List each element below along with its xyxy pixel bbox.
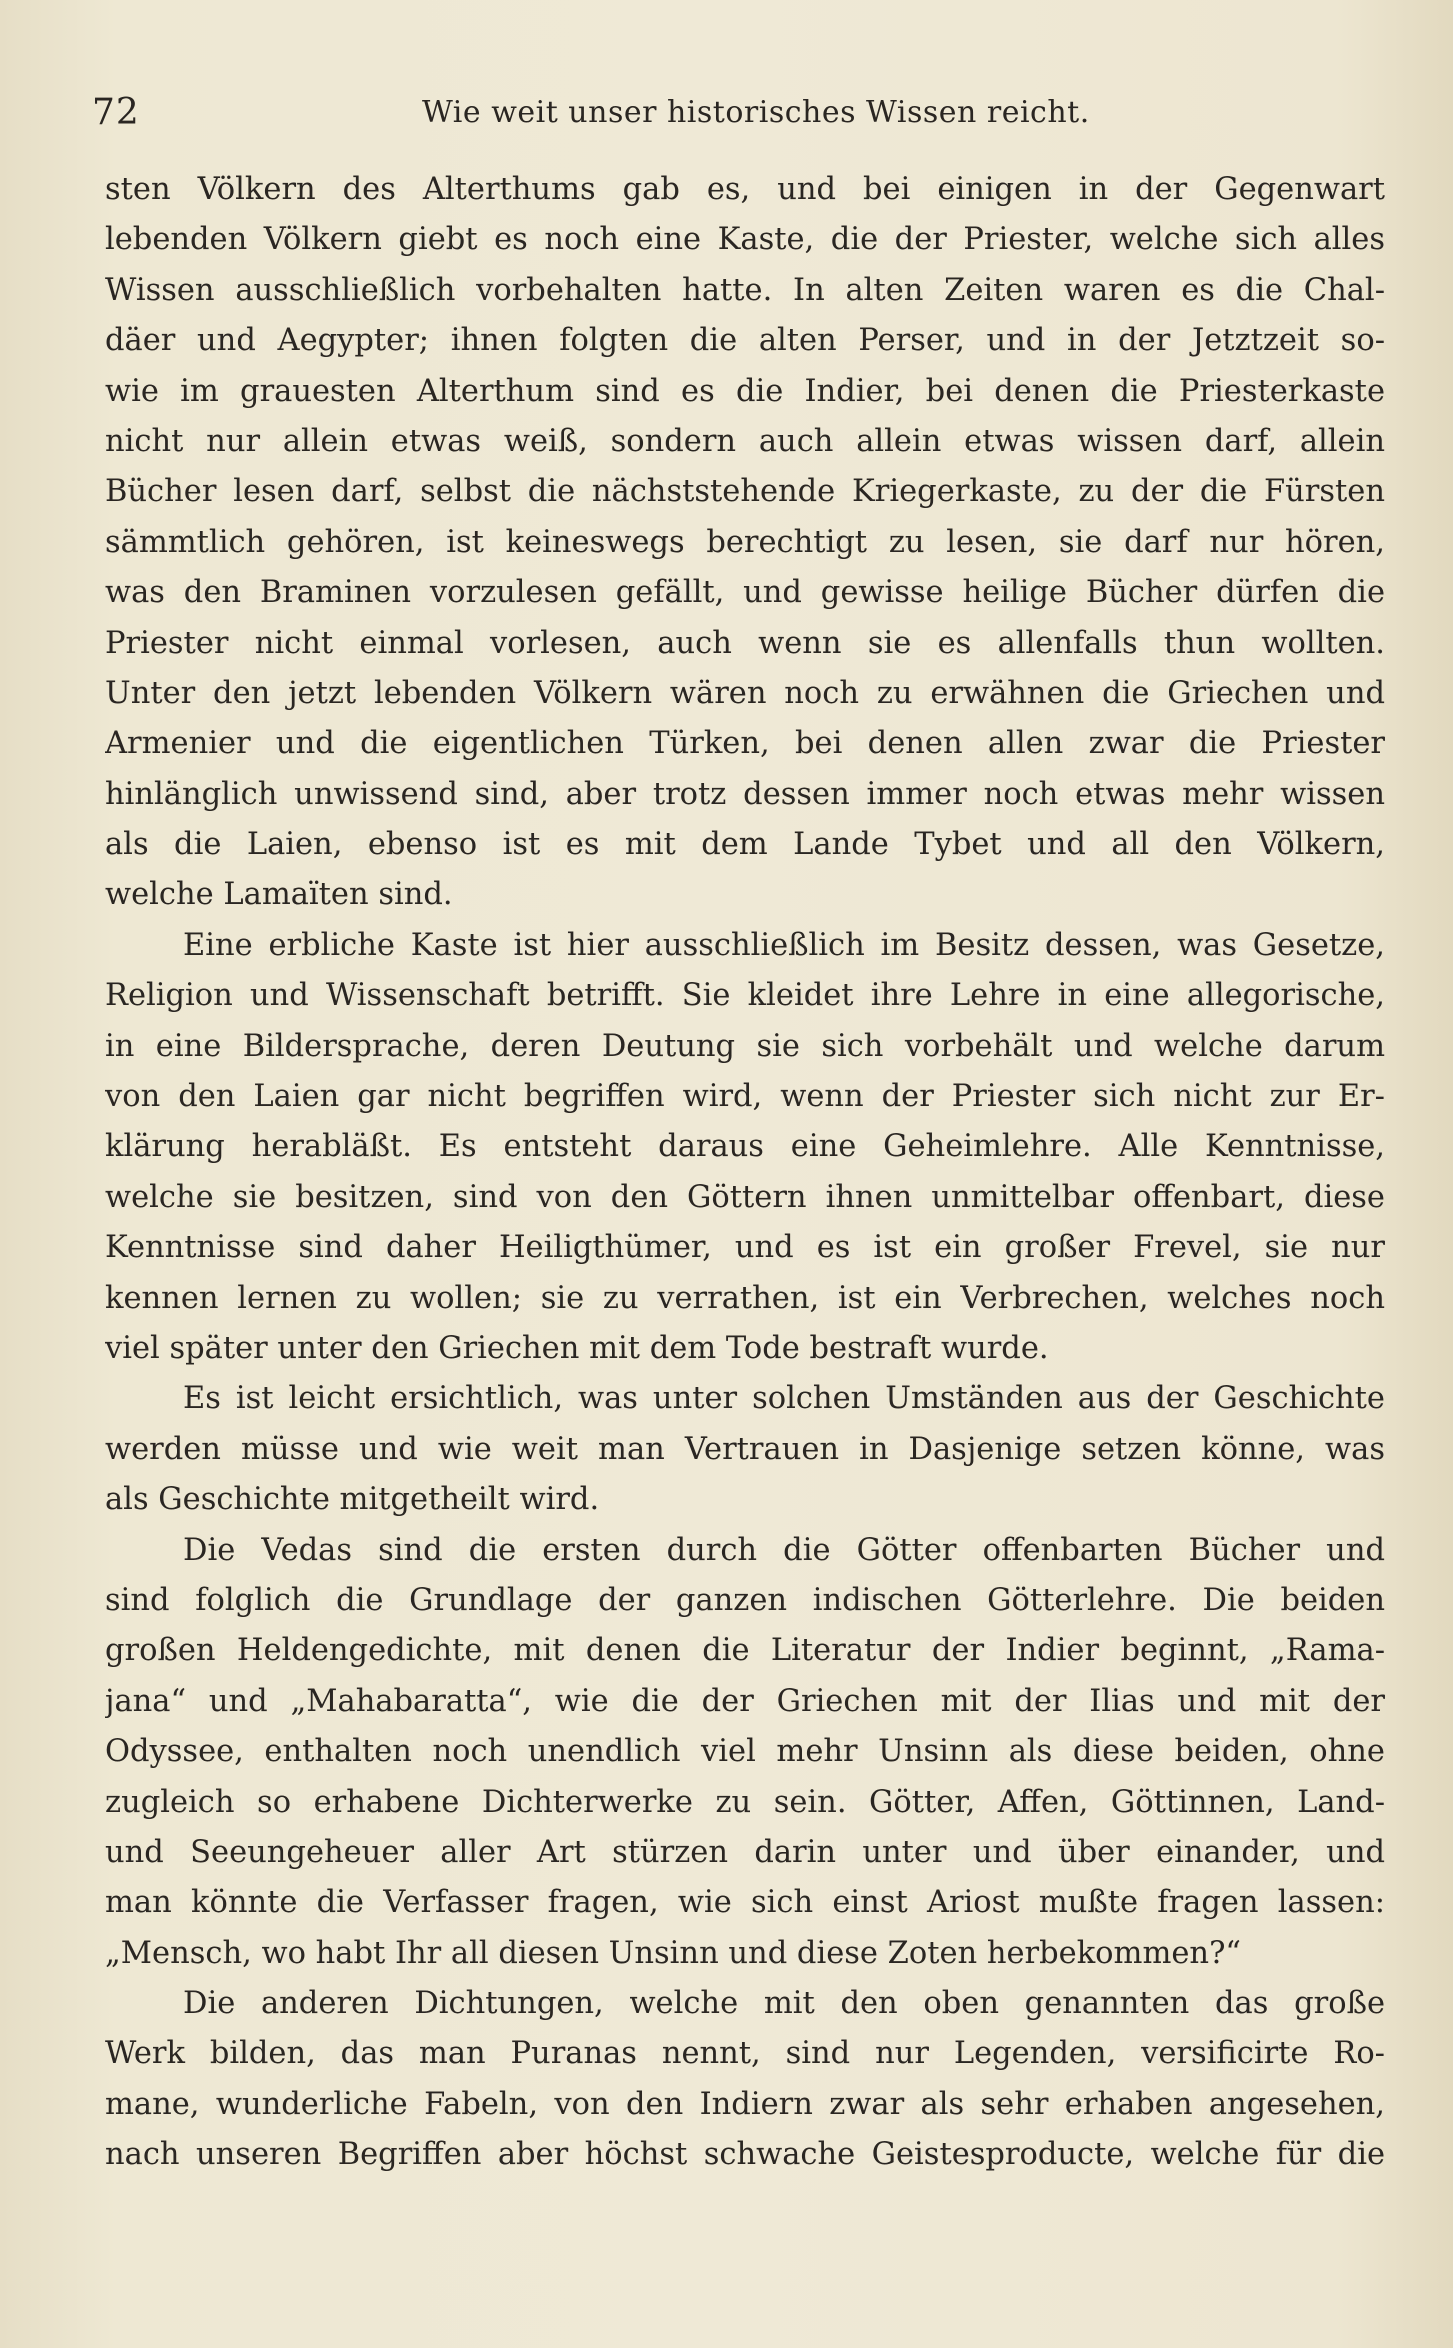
text-line: Unter den jetzt lebenden Völkern wären noch zu erwähnen die Griechen und [105, 675, 1385, 711]
text-line: Odyssee, enthalten noch unendlich viel mehr Unsinn als diese beiden, ohne [105, 1734, 1385, 1770]
text-line: zugleich so erhabene Dichterwerke zu sein. Götter, Affen, Göttinnen, Land- [105, 1784, 1385, 1820]
text-line: großen Heldengedichte, mit denen die Literatur der Indier beginnt, „Rama- [105, 1633, 1385, 1669]
text-line: Bücher lesen darf, selbst die nächststehende Kriegerkaste, zu der die Fürsten [105, 474, 1385, 510]
text-line: Armenier und die eigentlichen Türken, bei denen allen zwar die Priester [105, 726, 1385, 762]
text-line: in eine Bildersprache, deren Deutung sie sich vorbehält und welche darum [105, 1028, 1385, 1064]
text-line: lebenden Völkern giebt es noch eine Kaste, die der Priester, welche sich alles [105, 222, 1385, 258]
text-line: jana“ und „Mahabaratta“, wie die der Griechen mit der Ilias und mit der [105, 1683, 1385, 1719]
text-line: von den Laien gar nicht begriffen wird, wenn der Priester sich nicht zur Er- [105, 1079, 1385, 1115]
text-line: was den Braminen vorzulesen gefällt, und gewisse heilige Bücher dürfen die [105, 575, 1385, 611]
text-line: däer und Aegypter; ihnen folgten die alten Perser, und in der Jetztzeit so- [105, 323, 1385, 359]
text-line: sten Völkern des Alterthums gab es, und bei einigen in der Gegenwart [105, 172, 1385, 207]
page-number: 72 [92, 92, 140, 133]
text-line: sämmtlich gehören, ist keineswegs berechtigt zu lesen, sie darf nur hören, [105, 524, 1385, 560]
text-line: hinlänglich unwissend sind, aber trotz dessen immer noch etwas mehr wissen [105, 776, 1385, 812]
text-line: nach unseren Begriffen aber höchst schwache Geistesproducte, welche für die [105, 2137, 1385, 2173]
paragraph-start-line: Die Vedas sind die ersten durch die Götter offenbarten Bücher und [183, 1532, 1385, 1568]
text-line: als die Laien, ebenso ist es mit dem Lande Tybet und all den Völkern, [105, 827, 1385, 863]
paragraph-start-line: Es ist leicht ersichtlich, was unter solchen Umständen aus der Geschichte [183, 1381, 1385, 1417]
text-line: Werk bilden, das man Puranas nennt, sind nur Legenden, versificirte Ro- [105, 2036, 1385, 2072]
text-line: man könnte die Verfasser fragen, wie sich einst Ariost mußte fragen lassen: [105, 1885, 1385, 1921]
page-header [92, 88, 1392, 138]
text-line: klärung herabläßt. Es entsteht daraus eine Geheimlehre. Alle Kenntnisse, [105, 1129, 1385, 1165]
text-line: und Seeungeheuer aller Art stürzen darin unter und über einander, und [105, 1834, 1385, 1870]
paragraph-start-line: Die anderen Dichtungen, welche mit den oben genannten das große [183, 1986, 1385, 2022]
text-line: werden müsse und wie weit man Vertrauen in Dasjenige setzen könne, was [105, 1431, 1385, 1467]
text-line: als Geschichte mitgetheilt wird. [105, 1482, 600, 1518]
text-line: Priester nicht einmal vorlesen, auch wenn sie es allenfalls thun wollten. [105, 625, 1385, 661]
paragraph-start-line: Eine erbliche Kaste ist hier ausschließlich im Besitz dessen, was Gesetze, [183, 927, 1385, 963]
running-title: Wie weit unser historisches Wissen reicht. [422, 95, 1090, 130]
text-line: sind folglich die Grundlage der ganzen indischen Götterlehre. Die beiden [105, 1582, 1385, 1618]
text-line: Wissen ausschließlich vorbehalten hatte. In alten Zeiten waren es die Chal- [105, 272, 1385, 308]
text-line: Kenntnisse sind daher Heiligthümer, und es ist ein großer Frevel, sie nur [105, 1230, 1385, 1266]
text-line: „Mensch, wo habt Ihr all diesen Unsinn und diese Zoten herbekommen?“ [105, 1935, 1242, 1971]
text-line: nicht nur allein etwas weiß, sondern auch allein etwas wissen darf, allein [105, 423, 1385, 459]
text-line: wie im grauesten Alterthum sind es die Indier, bei denen die Priesterkaste [105, 373, 1385, 409]
text-line: mane, wunderliche Fabeln, von den Indiern zwar als sehr erhaben angesehen, [105, 2086, 1385, 2122]
text-line: kennen lernen zu wollen; sie zu verrathen, ist ein Verbrechen, welches noch [105, 1280, 1385, 1316]
text-line: viel später unter den Griechen mit dem Tode bestraft wurde. [105, 1330, 1049, 1366]
text-line: welche Lamaïten sind. [105, 877, 453, 913]
body-text [105, 165, 1385, 2181]
text-line: Religion und Wissenschaft betrifft. Sie kleidet ihre Lehre in eine allegorische, [105, 978, 1385, 1014]
text-line: welche sie besitzen, sind von den Göttern ihnen unmittelbar offenbart, diese [105, 1179, 1385, 1215]
